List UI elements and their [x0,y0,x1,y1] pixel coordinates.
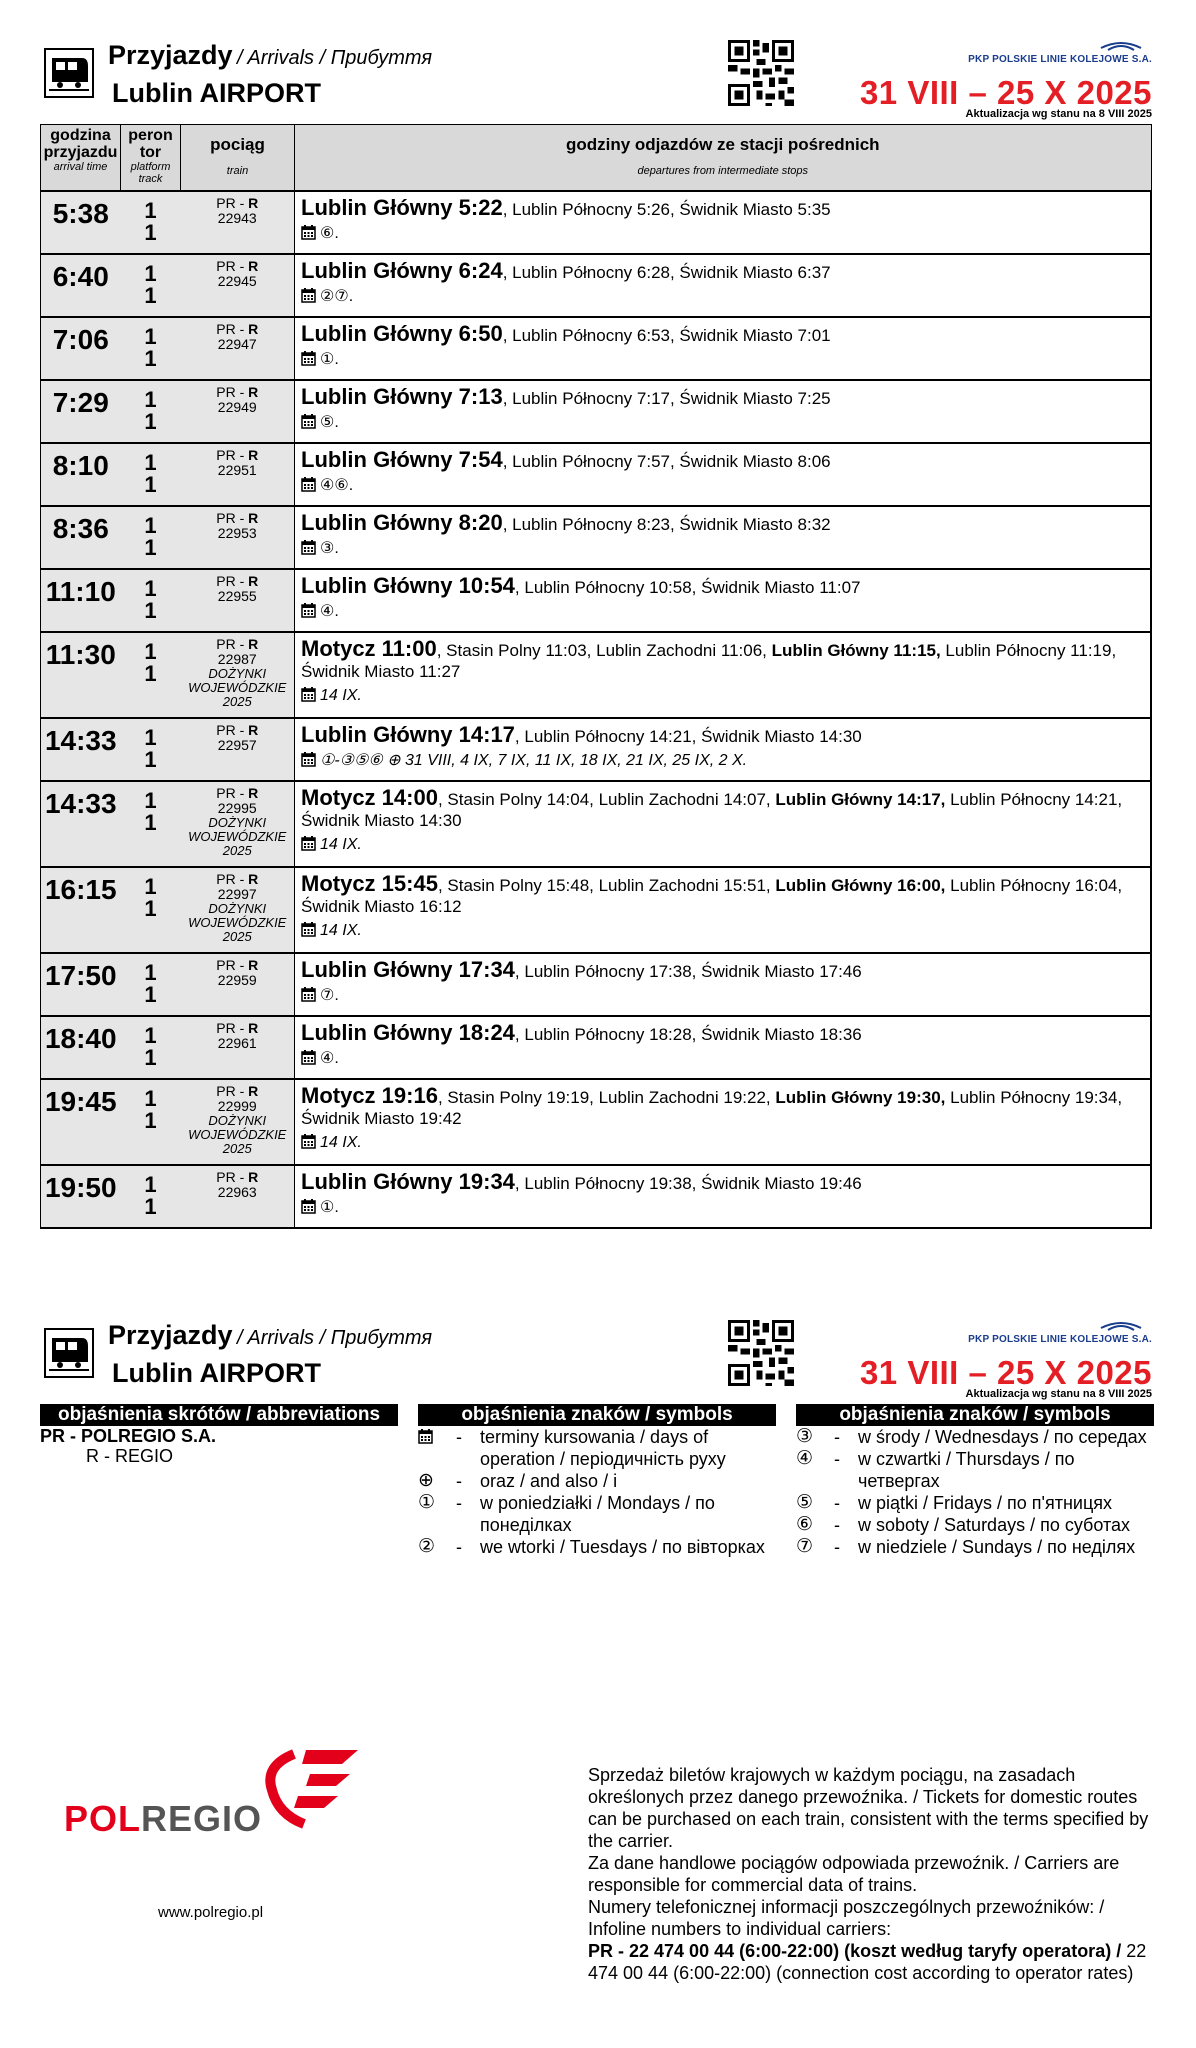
days-text: 14 IX. [320,921,362,939]
arrival-time: 8:10 [41,443,121,506]
train-number: 22959 [217,971,257,988]
days-text: ④. [320,1049,339,1067]
route-origin: Motycz 11:00 [301,635,437,661]
days-text: 14 IX. [320,835,362,853]
table-row [41,1016,1152,1079]
track-number: 1 [144,219,157,245]
days-text: ②⑦. [320,287,354,305]
carrier-code: PR [216,635,236,652]
platform-number: 1 [144,724,157,750]
platform-track [121,191,181,254]
platform-track [121,867,181,953]
train-name: DOŻYNKI WOJEWÓDZKIE 2025 [188,665,287,709]
days-text: 14 IX. [320,1133,362,1151]
train-icon [44,48,94,98]
route-cell [295,1165,1152,1228]
train-cell: PR - R 22999 DOŻYNKI WOJEWÓDZKIE 2025 [181,1079,295,1165]
train-number: 22963 [217,1183,257,1200]
train-number: 22953 [217,524,257,541]
train-cell: PR - R 22943 [181,191,295,254]
train-category: R [248,870,259,887]
operation-days [301,921,1144,941]
platform-number: 1 [144,323,157,349]
arrival-time: 6:40 [41,254,121,317]
train-number: 22999 [217,1097,257,1114]
route-origin: Lublin Główny 19:34 [301,1168,515,1194]
calendar-icon [301,752,320,769]
train-category: R [248,1019,259,1036]
platform-track [121,781,181,867]
train-cell: PR - R 22957 [181,718,295,781]
route-stop-bold: Lublin Główny 19:30, [775,1087,946,1107]
platform-track [121,380,181,443]
station-name: Lublin AIRPORT [112,78,321,108]
platform-number: 1 [144,386,157,412]
route-origin: Motycz 14:00 [301,784,438,810]
route-stops: Lublin Północny 19:34, Świdnik Miasto 19:42 [301,1087,1123,1128]
arrival-time: 5:38 [41,191,121,254]
platform-number: 1 [144,959,157,985]
symbols-section-1 [418,1404,776,1558]
route-stops: , Lublin Północny 18:28, Świdnik Miasto 18:36 [514,1024,862,1044]
track-number: 1 [144,471,157,497]
route-cell [295,443,1152,506]
col-header-time: godzina przyjazdu arrival time [41,125,121,191]
operation-days [301,835,1144,855]
route-origin: Lublin Główny 5:22 [301,194,503,220]
calendar-icon [301,922,320,939]
symbol-item: ⑥ - w soboty / Saturdays / по суботах [796,1514,1154,1536]
carrier-code: PR [216,721,236,738]
track-number: 1 [144,597,157,623]
carrier-code: PR [216,257,236,274]
train-number: 22947 [217,335,257,352]
col-header-route: godziny odjazdów ze stacji pośrednich departures from intermediate stops [295,125,1152,191]
route-cell [295,254,1152,317]
route-cell [295,953,1152,1016]
route-cell [295,1016,1152,1079]
train-category: R [248,956,259,973]
train-category: R [248,1168,259,1185]
route-cell [295,632,1152,718]
route-stops: , Lublin Północny 5:26, Świdnik Miasto 5:35 [502,199,831,219]
calendar-icon [301,351,320,368]
platform-track [121,317,181,380]
arrival-time: 18:40 [41,1016,121,1079]
calendar-icon [301,477,320,494]
arrival-time: 19:50 [41,1165,121,1228]
route-cell [295,867,1152,953]
route-origin: Lublin Główny 7:54 [301,446,503,472]
platform-number: 1 [144,873,157,899]
route-stops: , Lublin Północny 7:17, Świdnik Miasto 7:25 [502,388,831,408]
route-cell [295,191,1152,254]
abbr-item: PR - POLREGIO S.A. [40,1426,217,1446]
arrival-time: 7:06 [41,317,121,380]
symbol-glyph: ③ [796,1426,814,1447]
symbol-item: ⑤ - w piątki / Fridays / по п'ятницях [796,1492,1154,1514]
operation-days [301,413,1144,433]
route-stops: , Lublin Północny 14:21, Świdnik Miasto 14:30 [514,726,862,746]
operation-days [301,224,1144,244]
pkp-logo-text: PKP POLSKIE LINIE KOLEJOWE S.A. [968,1334,1152,1345]
route-cell [295,380,1152,443]
operation-days [301,350,1144,370]
route-origin: Lublin Główny 10:54 [301,572,515,598]
table-row [41,867,1152,953]
track-number: 1 [144,282,157,308]
carrier-code: PR [216,446,236,463]
abbr-item: R - REGIO [86,1446,174,1466]
calendar-icon [301,288,320,305]
carrier-code: PR [216,383,236,400]
symbols-title: objaśnienia znaków / symbols [418,1404,776,1426]
table-row [41,569,1152,632]
calendar-icon [301,687,320,704]
calendar-icon [301,414,320,431]
operation-days [301,539,1144,559]
carrier-code: PR [216,509,236,526]
train-category: R [248,194,259,211]
platform-number: 1 [144,575,157,601]
table-row [41,380,1152,443]
carrier-code: PR [216,1019,236,1036]
platform-track [121,632,181,718]
track-number: 1 [144,895,157,921]
arrival-time: 8:36 [41,506,121,569]
platform-track [121,1079,181,1165]
symbol-desc: w niedziele / Sundays / по неділях [858,1537,1136,1557]
abbreviations-section [40,1404,398,1466]
page-title: Przyjazdy / Arrivals / Прибуття [108,40,433,70]
table-row [41,1079,1152,1165]
arrival-time: 19:45 [41,1079,121,1165]
symbol-item: ④ - w czwartki / Thursdays / по четвергах [796,1448,1154,1492]
days-text: ①. [320,1198,339,1216]
route-cell [295,569,1152,632]
table-row [41,443,1152,506]
page-title-2: Przyjazdy / Arrivals / Прибуття [108,1320,433,1350]
operation-days [301,476,1144,496]
carrier-code: PR [216,784,236,801]
website-link[interactable]: www.polregio.pl [158,1904,264,1921]
route-stops: , Stasin Polny 14:04, Lublin Zachodni 14:07, [437,789,776,809]
pkp-logo-text: PKP POLSKIE LINIE KOLEJOWE S.A. [968,54,1152,65]
train-name: DOŻYNKI WOJEWÓDZKIE 2025 [188,900,287,944]
route-origin: Lublin Główny 18:24 [301,1019,515,1045]
track-number: 1 [144,981,157,1007]
carrier-code: PR [216,572,236,589]
arrival-time: 14:33 [41,718,121,781]
track-number: 1 [144,809,157,835]
operation-days [301,686,1144,706]
validity-period-2: 31 VIII – 25 X 2025 [859,1354,1152,1391]
train-cell: PR - R 22945 [181,254,295,317]
route-stops: , Lublin Północny 6:28, Świdnik Miasto 6:37 [502,262,831,282]
route-cell [295,1079,1152,1165]
days-text: ①-③⑤⑥ ⊕ 31 VIII, 4 IX, 7 IX, 11 IX, 18 IX, 21 IX, 25 IX, 2 X. [320,751,748,769]
route-stops: , Lublin Północny 8:23, Świdnik Miasto 8:32 [502,514,831,534]
train-category: R [248,509,259,526]
symbol-glyph: ⑤ [796,1492,814,1513]
polregio-logo [64,1740,364,1860]
train-cell: PR - R 22955 [181,569,295,632]
train-cell: PR - R 22951 [181,443,295,506]
route-stops: , Lublin Północny 6:53, Świdnik Miasto 7:01 [502,325,831,345]
train-icon [44,1328,94,1378]
route-origin: Lublin Główny 14:17 [301,721,515,747]
track-number: 1 [144,1044,157,1070]
train-number: 22955 [217,587,257,604]
platform-number: 1 [144,197,157,223]
symbols-title: objaśnienia znaków / symbols [796,1404,1154,1426]
track-number: 1 [144,345,157,371]
train-name: DOŻYNKI WOJEWÓDZKIE 2025 [188,814,287,858]
symbol-item: - terminy kursowania / days of operation / періодичність руху [418,1426,776,1470]
track-number: 1 [144,408,157,434]
route-stops: , Stasin Polny 19:19, Lublin Zachodni 19:22, [437,1087,776,1107]
symbol-desc: we wtorki / Tuesdays / по вівторках [480,1537,765,1557]
symbol-glyph: ⑦ [796,1536,814,1557]
platform-number: 1 [144,512,157,538]
train-cell: PR - R 22961 [181,1016,295,1079]
symbol-item: ③ - w środy / Wednesdays / по середах [796,1426,1154,1448]
track-number: 1 [144,1107,157,1133]
route-stop-bold: Lublin Główny 11:15, [771,640,941,660]
route-origin: Motycz 19:16 [301,1082,438,1108]
col-header-train: pociąg train [181,125,295,191]
platform-number: 1 [144,638,157,664]
validity-period: 31 VIII – 25 X 2025 [859,74,1152,111]
track-number: 1 [144,660,157,686]
train-category: R [248,572,259,589]
table-row [41,718,1152,781]
train-category: R [248,320,259,337]
route-stop-bold: Lublin Główny 16:00, [775,875,946,895]
carrier-code: PR [216,320,236,337]
platform-number: 1 [144,1022,157,1048]
train-number: 22949 [217,398,257,415]
platform-track [121,1016,181,1079]
days-text: ⑦. [320,986,339,1004]
train-category: R [248,784,259,801]
train-cell: PR - R 22963 [181,1165,295,1228]
operation-days [301,986,1144,1006]
train-number: 22995 [217,799,257,816]
days-text: ④. [320,602,339,620]
train-number: 22943 [217,209,257,226]
arrival-time: 11:30 [41,632,121,718]
days-text: ①. [320,350,339,368]
train-cell: PR - R 22953 [181,506,295,569]
symbol-desc: w poniedziałki / Mondays / по понеділках [480,1493,715,1535]
train-number: 22997 [217,885,257,902]
symbol-desc: w środy / Wednesdays / по середах [858,1427,1147,1447]
calendar-icon [301,987,320,1004]
route-origin: Lublin Główny 7:13 [301,383,503,409]
symbol-glyph: ② [418,1536,436,1557]
route-stops: , Lublin Północny 19:38, Świdnik Miasto 19:46 [514,1173,862,1193]
route-origin: Lublin Główny 8:20 [301,509,503,535]
route-stops: , Lublin Północny 10:58, Świdnik Miasto 11:07 [514,577,861,597]
arrival-time: 17:50 [41,953,121,1016]
platform-track [121,254,181,317]
table-row [41,953,1152,1016]
symbol-desc: w czwartki / Thursdays / по четвергах [858,1449,1075,1491]
route-stops: , Lublin Północny 7:57, Świdnik Miasto 8:06 [502,451,831,471]
route-origin: Lublin Główny 6:50 [301,320,503,346]
logo-pol: POL [64,1798,142,1839]
symbol-item: ⊕ - oraz / and also / і [418,1470,776,1492]
platform-number: 1 [144,260,157,286]
symbol-desc: terminy kursowania / days of operation / періодичність руху [480,1427,726,1469]
calendar-icon [418,1426,437,1447]
symbol-glyph: ① [418,1492,436,1513]
station-name-2: Lublin AIRPORT [112,1358,321,1388]
table-row [41,632,1152,718]
train-number: 22987 [217,650,257,667]
carrier-code: PR [216,956,236,973]
train-cell: PR - R 22997 DOŻYNKI WOJEWÓDZKIE 2025 [181,867,295,953]
platform-track [121,443,181,506]
days-text: ⑤. [320,413,339,431]
route-stops: , Lublin Północny 17:38, Świdnik Miasto 17:46 [514,961,862,981]
train-category: R [248,721,259,738]
route-stops: , Stasin Polny 15:48, Lublin Zachodni 15:51, [437,875,776,895]
polregio-mark-icon [254,1740,364,1840]
train-category: R [248,446,259,463]
carrier-code: PR [216,870,236,887]
platform-track [121,569,181,632]
calendar-icon [301,1199,320,1216]
logo-regio: REGIO [141,1798,263,1839]
route-cell [295,317,1152,380]
route-stop-bold: Lublin Główny 14:17, [775,789,946,809]
symbol-item: ① - w poniedziałki / Mondays / по понеділках [418,1492,776,1536]
carrier-code: PR [216,1168,236,1185]
operation-days [301,1133,1144,1153]
symbol-item: ② - we wtorki / Tuesdays / по вівторках [418,1536,776,1558]
arrival-time: 11:10 [41,569,121,632]
train-category: R [248,635,259,652]
symbols-section-2 [796,1404,1154,1558]
train-cell: PR - R 22947 [181,317,295,380]
carrier-code: PR [216,1082,236,1099]
platform-number: 1 [144,449,157,475]
platform-track [121,506,181,569]
platform-track [121,718,181,781]
qr-code-icon [728,1320,794,1386]
symbol-desc: w soboty / Saturdays / по суботах [858,1515,1131,1535]
symbol-item: ⑦ - w niedziele / Sundays / по неділях [796,1536,1154,1558]
abbreviations-title: objaśnienia skrótów / abbreviations [40,1404,398,1426]
qr-code-icon [728,40,794,106]
operation-days [301,1049,1144,1069]
calendar-icon [301,836,320,853]
operation-days [301,1198,1144,1218]
calendar-icon [301,540,320,557]
table-row [41,317,1152,380]
days-text: ⑥. [320,224,339,242]
days-text: ③. [320,539,339,557]
train-cell: PR - R 22995 DOŻYNKI WOJEWÓDZKIE 2025 [181,781,295,867]
days-text: 14 IX. [320,686,362,704]
route-origin: Motycz 15:45 [301,870,438,896]
train-number: 22961 [217,1034,257,1051]
platform-number: 1 [144,1171,157,1197]
route-stops: , Stasin Polny 11:03, Lublin Zachodni 11:06, [436,640,772,660]
track-number: 1 [144,1193,157,1219]
symbol-glyph: ⊕ [418,1470,434,1491]
track-number: 1 [144,534,157,560]
route-origin: Lublin Główny 17:34 [301,956,515,982]
train-number: 22945 [217,272,257,289]
days-text: ④⑥. [320,476,354,494]
table-row [41,1165,1152,1228]
table-row [41,781,1152,867]
table-row [41,254,1152,317]
platform-number: 1 [144,787,157,813]
symbol-glyph: ④ [796,1448,814,1469]
train-category: R [248,383,259,400]
calendar-icon [301,1050,320,1067]
train-number: 22957 [217,736,257,753]
operation-days [301,751,1144,771]
table-row [41,191,1152,254]
symbol-desc: w piątki / Fridays / по п'ятницях [858,1493,1113,1513]
route-cell [295,718,1152,781]
arrival-time: 16:15 [41,867,121,953]
arrival-time: 7:29 [41,380,121,443]
operation-days [301,602,1144,622]
update-note-2: Aktualizacja wg stanu na 8 VIII 2025 [965,1388,1152,1400]
train-cell: PR - R 22949 [181,380,295,443]
carrier-code: PR [216,194,236,211]
calendar-icon [301,1134,320,1151]
symbol-glyph: ⑥ [796,1514,814,1535]
route-stops: Lublin Północny 11:19, Świdnik Miasto 11:27 [301,640,1117,681]
route-cell [295,781,1152,867]
platform-number: 1 [144,1085,157,1111]
calendar-icon [301,603,320,620]
arrival-time: 14:33 [41,781,121,867]
route-stops: Lublin Północny 14:21, Świdnik Miasto 14:30 [301,789,1123,830]
train-category: R [248,1082,259,1099]
update-note: Aktualizacja wg stanu na 8 VIII 2025 [965,108,1152,120]
calendar-icon [301,225,320,242]
platform-track [121,953,181,1016]
track-number: 1 [144,746,157,772]
arrivals-table [40,124,1152,1229]
train-number: 22951 [217,461,257,478]
train-name: DOŻYNKI WOJEWÓDZKIE 2025 [188,1112,287,1156]
symbol-desc: oraz / and also / і [480,1471,618,1491]
info-text: Sprzedaż biletów krajowych w każdym pociągu, na zasadach określonych przez danego przewoźnika. / Tickets for domestic routes can be purchased on each train, consistent with the terms specified by the carrier. Za dane handlowe pociągów odpowiada przewoźnik. / Carriers are responsible for commercial data of trains. Numery telefonicznej informacji poszczególnych przewoźników: / Infoline numbers to individual carriers: PR - 22 474 00 44 (6:00-22:00) (koszt według taryfy operatora) / 22 474 00 44 (6:00-22:00) (connection cost according to operator rates) [588,1765,1149,1983]
train-category: R [248,257,259,274]
platform-track [121,1165,181,1228]
route-origin: Lublin Główny 6:24 [301,257,503,283]
operation-days [301,287,1144,307]
col-header-platform: peron tor platform track [121,125,181,191]
train-cell: PR - R 22959 [181,953,295,1016]
train-cell: PR - R 22987 DOŻYNKI WOJEWÓDZKIE 2025 [181,632,295,718]
table-row [41,506,1152,569]
route-stops: Lublin Północny 16:04, Świdnik Miasto 16:12 [301,875,1123,916]
route-cell [295,506,1152,569]
